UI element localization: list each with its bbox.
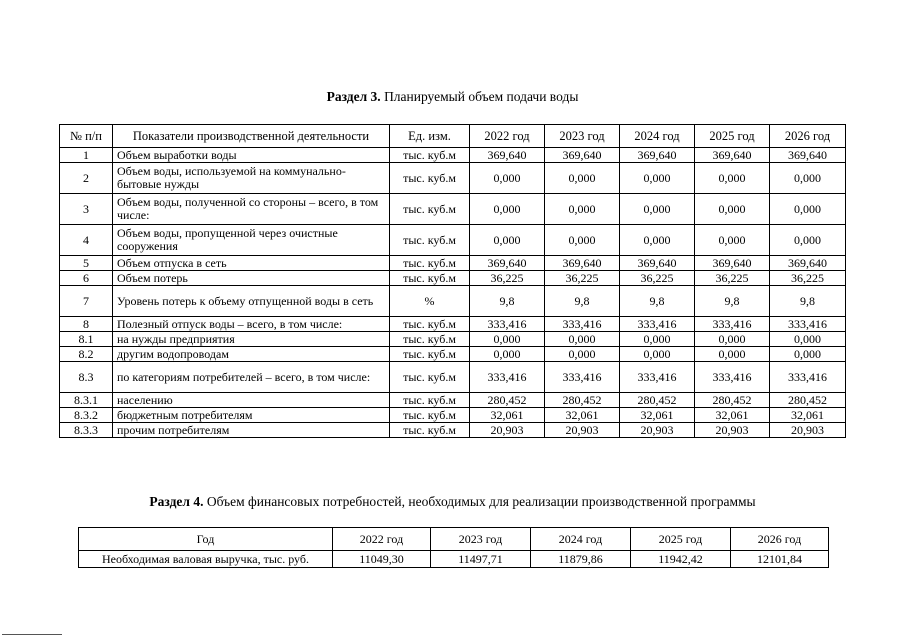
unit-cell: тыс. куб.м <box>390 393 470 408</box>
value-cell: 12101,84 <box>731 551 829 568</box>
value-cell: 32,061 <box>545 408 620 423</box>
table-row <box>60 256 846 271</box>
indicator-name: населению <box>113 393 390 408</box>
unit-cell: тыс. куб.м <box>390 148 470 163</box>
section3-label: Раздел 3. <box>326 89 381 104</box>
table-row <box>60 347 846 362</box>
value-cell: 280,452 <box>695 393 770 408</box>
value-cell: 369,640 <box>770 148 846 163</box>
value-cell: 0,000 <box>545 347 620 362</box>
value-cell: 369,640 <box>695 148 770 163</box>
row-number: 4 <box>60 225 113 256</box>
unit-cell: тыс. куб.м <box>390 332 470 347</box>
header-cell: 2026 год <box>731 528 829 551</box>
table-row <box>60 163 846 194</box>
row-number: 1 <box>60 148 113 163</box>
value-cell: 0,000 <box>770 194 846 225</box>
value-cell: 0,000 <box>620 225 695 256</box>
value-cell: 0,000 <box>545 194 620 225</box>
table-row <box>60 148 846 163</box>
table-row <box>60 225 846 256</box>
unit-cell: тыс. куб.м <box>390 347 470 362</box>
value-cell: 369,640 <box>620 256 695 271</box>
value-cell: 0,000 <box>620 163 695 194</box>
value-cell: 11497,71 <box>431 551 531 568</box>
value-cell: 369,640 <box>695 256 770 271</box>
unit-cell: тыс. куб.м <box>390 423 470 438</box>
value-cell: 36,225 <box>545 271 620 286</box>
value-cell: 20,903 <box>620 423 695 438</box>
value-cell: 333,416 <box>695 362 770 393</box>
row-number: 8.2 <box>60 347 113 362</box>
header-cell: Ед. изм. <box>390 125 470 148</box>
unit-cell: тыс. куб.м <box>390 362 470 393</box>
value-cell: 20,903 <box>470 423 545 438</box>
value-cell: 333,416 <box>695 317 770 332</box>
header-cell: 2025 год <box>631 528 731 551</box>
value-cell: 0,000 <box>545 163 620 194</box>
table-row <box>60 423 846 438</box>
value-cell: 0,000 <box>770 163 846 194</box>
section4-title: Объем финансовых потребностей, необходимых для реализации производственной программы <box>203 494 756 509</box>
table-row <box>60 393 846 408</box>
value-cell: 0,000 <box>695 332 770 347</box>
indicator-name: Объем выработки воды <box>113 148 390 163</box>
indicator-name: Полезный отпуск воды – всего, в том числе: <box>113 317 390 332</box>
unit-cell: % <box>390 286 470 317</box>
value-cell: 11879,86 <box>531 551 631 568</box>
value-cell: 11942,42 <box>631 551 731 568</box>
table-row <box>60 271 846 286</box>
value-cell: 333,416 <box>470 362 545 393</box>
financial-needs-table <box>78 527 829 568</box>
indicator-name: Уровень потерь к объему отпущенной воды в сеть <box>113 286 390 317</box>
value-cell: 9,8 <box>470 286 545 317</box>
unit-cell: тыс. куб.м <box>390 408 470 423</box>
indicator-name: на нужды предприятия <box>113 332 390 347</box>
value-cell: 280,452 <box>620 393 695 408</box>
header-cell: 2026 год <box>770 125 846 148</box>
value-cell: 369,640 <box>770 256 846 271</box>
value-cell: 0,000 <box>695 347 770 362</box>
unit-cell: тыс. куб.м <box>390 317 470 332</box>
table-row <box>60 286 846 317</box>
value-cell: 0,000 <box>470 347 545 362</box>
header-cell: 2023 год <box>431 528 531 551</box>
row-number: 7 <box>60 286 113 317</box>
section4-label: Раздел 4. <box>149 494 204 509</box>
value-cell: 0,000 <box>770 347 846 362</box>
value-cell: 369,640 <box>545 256 620 271</box>
row-number: 2 <box>60 163 113 194</box>
header-cell: 2022 год <box>333 528 431 551</box>
value-cell: 36,225 <box>620 271 695 286</box>
value-cell: 369,640 <box>620 148 695 163</box>
header-cell: Показатели производственной деятельности <box>113 125 390 148</box>
indicator-name: Объем воды, используемой на коммунально-бытовые нужды <box>113 163 390 194</box>
value-cell: 0,000 <box>470 225 545 256</box>
value-cell: 280,452 <box>470 393 545 408</box>
value-cell: 333,416 <box>770 362 846 393</box>
header-cell: 2025 год <box>695 125 770 148</box>
indicator-name: Объем воды, пропущенной через очистные сооружения <box>113 225 390 256</box>
value-cell: 0,000 <box>545 332 620 347</box>
value-cell: 32,061 <box>470 408 545 423</box>
value-cell: 0,000 <box>470 332 545 347</box>
value-cell: 20,903 <box>695 423 770 438</box>
row-number: 3 <box>60 194 113 225</box>
row-number: 8 <box>60 317 113 332</box>
section3-title: Планируемый объем подачи воды <box>380 89 579 104</box>
value-cell: 32,061 <box>695 408 770 423</box>
unit-cell: тыс. куб.м <box>390 256 470 271</box>
value-cell: 11049,30 <box>333 551 431 568</box>
unit-cell: тыс. куб.м <box>390 163 470 194</box>
table-header-row <box>60 125 846 148</box>
indicator-name: по категориям потребителей – всего, в том числе: <box>113 362 390 393</box>
value-cell: 0,000 <box>770 332 846 347</box>
value-cell: 280,452 <box>770 393 846 408</box>
table-row <box>60 362 846 393</box>
value-cell: 9,8 <box>545 286 620 317</box>
indicator-name: Объем отпуска в сеть <box>113 256 390 271</box>
value-cell: 0,000 <box>620 332 695 347</box>
header-cell: 2022 год <box>470 125 545 148</box>
table-header-row <box>79 528 829 551</box>
value-cell: 32,061 <box>770 408 846 423</box>
table-row <box>60 317 846 332</box>
value-cell: 20,903 <box>545 423 620 438</box>
value-cell: 0,000 <box>620 194 695 225</box>
value-cell: 0,000 <box>470 194 545 225</box>
header-cell: № п/п <box>60 125 113 148</box>
value-cell: 36,225 <box>770 271 846 286</box>
value-cell: 9,8 <box>770 286 846 317</box>
indicator-name: бюджетным потребителям <box>113 408 390 423</box>
indicator-name: другим водопроводам <box>113 347 390 362</box>
unit-cell: тыс. куб.м <box>390 271 470 286</box>
indicator-name: Объем потерь <box>113 271 390 286</box>
header-cell: Год <box>79 528 333 551</box>
row-number: 8.3 <box>60 362 113 393</box>
value-cell: 369,640 <box>470 256 545 271</box>
value-cell: 333,416 <box>620 317 695 332</box>
table-row <box>60 194 846 225</box>
table-row <box>79 551 829 568</box>
value-cell: 369,640 <box>545 148 620 163</box>
row-number: 8.3.1 <box>60 393 113 408</box>
header-cell: 2023 год <box>545 125 620 148</box>
row-number: 8.3.2 <box>60 408 113 423</box>
row-number: 6 <box>60 271 113 286</box>
page-edge-divider <box>2 634 62 635</box>
unit-cell: тыс. куб.м <box>390 194 470 225</box>
value-cell: 280,452 <box>545 393 620 408</box>
header-cell: 2024 год <box>531 528 631 551</box>
row-number: 8.1 <box>60 332 113 347</box>
indicator-name: прочим потребителям <box>113 423 390 438</box>
section4-heading <box>0 494 905 510</box>
value-cell: 0,000 <box>545 225 620 256</box>
row-number: 5 <box>60 256 113 271</box>
header-cell: 2024 год <box>620 125 695 148</box>
water-supply-table <box>59 124 846 438</box>
value-cell: 32,061 <box>620 408 695 423</box>
value-cell: 333,416 <box>545 362 620 393</box>
value-cell: 0,000 <box>695 225 770 256</box>
row-number: 8.3.3 <box>60 423 113 438</box>
value-cell: 0,000 <box>770 225 846 256</box>
value-cell: 20,903 <box>770 423 846 438</box>
value-cell: 369,640 <box>470 148 545 163</box>
value-cell: 36,225 <box>695 271 770 286</box>
indicator-name: Необходимая валовая выручка, тыс. руб. <box>79 551 333 568</box>
value-cell: 9,8 <box>620 286 695 317</box>
value-cell: 333,416 <box>470 317 545 332</box>
table-row <box>60 332 846 347</box>
value-cell: 333,416 <box>770 317 846 332</box>
value-cell: 0,000 <box>470 163 545 194</box>
unit-cell: тыс. куб.м <box>390 225 470 256</box>
table-row <box>60 408 846 423</box>
value-cell: 36,225 <box>470 271 545 286</box>
value-cell: 333,416 <box>620 362 695 393</box>
value-cell: 333,416 <box>545 317 620 332</box>
section3-heading <box>0 89 905 105</box>
value-cell: 9,8 <box>695 286 770 317</box>
value-cell: 0,000 <box>695 194 770 225</box>
indicator-name: Объем воды, полученной со стороны – всего, в том числе: <box>113 194 390 225</box>
value-cell: 0,000 <box>695 163 770 194</box>
value-cell: 0,000 <box>620 347 695 362</box>
